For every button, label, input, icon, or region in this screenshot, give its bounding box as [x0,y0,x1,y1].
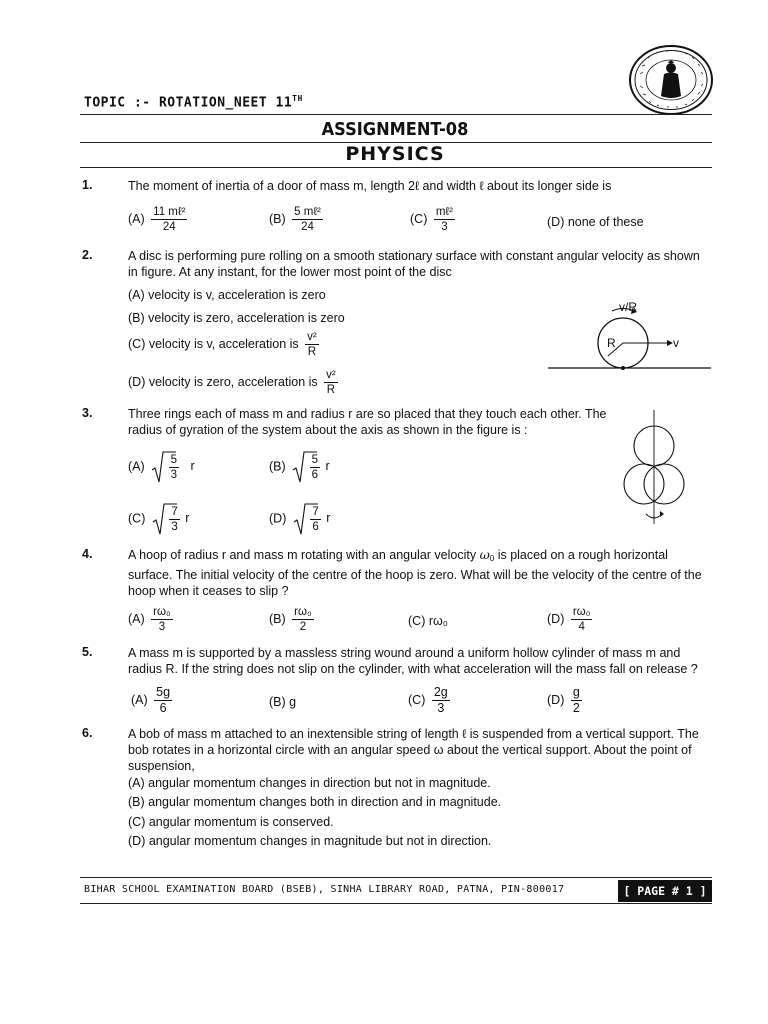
option-a[interactable]: (A) $\frac{5g}{6}$ [131,685,171,715]
question-number: 2. [82,248,93,262]
option-d[interactable]: (D) angular momentum changes in magnitude but not in direction. [128,834,492,848]
header-rule-top [80,114,712,115]
figure-label-velocity: v [673,336,679,350]
option-c[interactable]: (C) velocity is v, acceleration is $\frac{\text{v²}}{R}$ [128,331,317,358]
option-c[interactable]: (C) angular momentum is conserved. [128,815,334,829]
question-number: 6. [82,726,93,740]
option-b[interactable]: (B) $\frac{\text{rω₀}}{2}$ [269,606,312,633]
footer-address: BIHAR SCHOOL EXAMINATION BOARD (BSEB), SINHA LIBRARY ROAD, PATNA, PIN-800017 [84,884,565,895]
option-a[interactable]: (A) angular momentum changes in direction but not in magnitude. [128,776,491,790]
question-number: 3. [82,406,93,420]
three-rings-figure [618,410,690,531]
option-a[interactable]: (A) velocity is v, acceleration is zero [128,288,326,302]
option-c[interactable]: (C) $\frac{7}{3}$ r [128,502,189,536]
option-d[interactable]: (D) none of these [547,215,644,229]
option-d[interactable]: (D) velocity is zero, acceleration is $\frac{\text{v²}}{R}$ [128,369,336,396]
option-c[interactable]: (C) rω₀ [408,614,448,628]
question-text: A hoop of radius r and mass m rotating with an angular velocity $\omega_0$ is placed on a rough horizontal surface. The initial velocity of the centre of the hoop is zero. What will be the velocity of the centre of the hoop when it ceases to slip ? [128,547,702,598]
option-a[interactable]: (A) $\frac{\text{11 mℓ²}}{24}$ [128,206,186,233]
topic-heading: TOPIC :- ROTATION_NEET 11TH [84,94,303,111]
question-text: A disc is performing pure rolling on a smooth stationary surface with constant angular velocity as shown in figure. At any instant, for the lower most point of the disc [128,249,700,279]
option-d[interactable]: (D) $\frac{7}{6}$ r [269,502,330,536]
bseb-seal-icon [628,44,714,119]
figure-label-radius: R [607,336,616,350]
subject-title: PHYSICS [345,143,445,165]
question-text: A bob of mass m attached to an inextensible string of length ℓ is suspended from a vertical support. The bob rotates in a horizontal circle with an angular speed ω about the vertical support. About the point of suspension, [128,727,699,773]
figure-label-omega: v/R [619,300,637,314]
option-c[interactable]: (C) $\frac{\text{mℓ²}}{3}$ [410,206,453,233]
option-d[interactable]: (D) $\frac{\text{rω₀}}{4}$ [547,606,591,633]
option-b[interactable]: (B) g [269,695,297,709]
question-number: 1. [82,178,93,192]
option-b[interactable]: (B) $\frac{\text{5 mℓ²}}{24}$ [269,206,321,233]
page-number-badge: [ PAGE # 1 ] [618,880,712,902]
footer-rule-bottom [80,903,712,904]
assignment-title: ASSIGNMENT-08 [321,119,469,140]
option-b[interactable]: (B) velocity is zero, acceleration is zero [128,311,345,325]
option-d[interactable]: (D) $\frac{g}{2}$ [547,685,580,715]
question-number: 5. [82,645,93,659]
option-b[interactable]: (B) angular momentum changes both in direction and in magnitude. [128,795,502,809]
header-rule-bottom [80,167,712,168]
option-a[interactable]: (A) $\frac{5}{3}$ r [128,450,195,484]
question-number: 4. [82,547,93,561]
question-text: Three rings each of mass m and radius r are so placed that they touch each other. The radius of gyration of the system about the axis as shown in the figure is : [128,407,607,437]
question-text: The moment of inertia of a door of mass m, length 2ℓ and width ℓ about its longer side is [128,179,612,193]
footer-rule-top [80,877,712,878]
question-text: A mass m is supported by a massless string wound around a uniform hollow cylinder of mass m and radius R. If the string does not slip on the cylinder, with what acceleration will the mass fall on release ? [128,646,698,676]
option-c[interactable]: (C) $\frac{2g}{3}$ [408,685,448,715]
option-b[interactable]: (B) $\frac{5}{6}$ r [269,450,330,484]
option-a[interactable]: (A) $\frac{\text{rω₀}}{3}$ [128,606,171,633]
